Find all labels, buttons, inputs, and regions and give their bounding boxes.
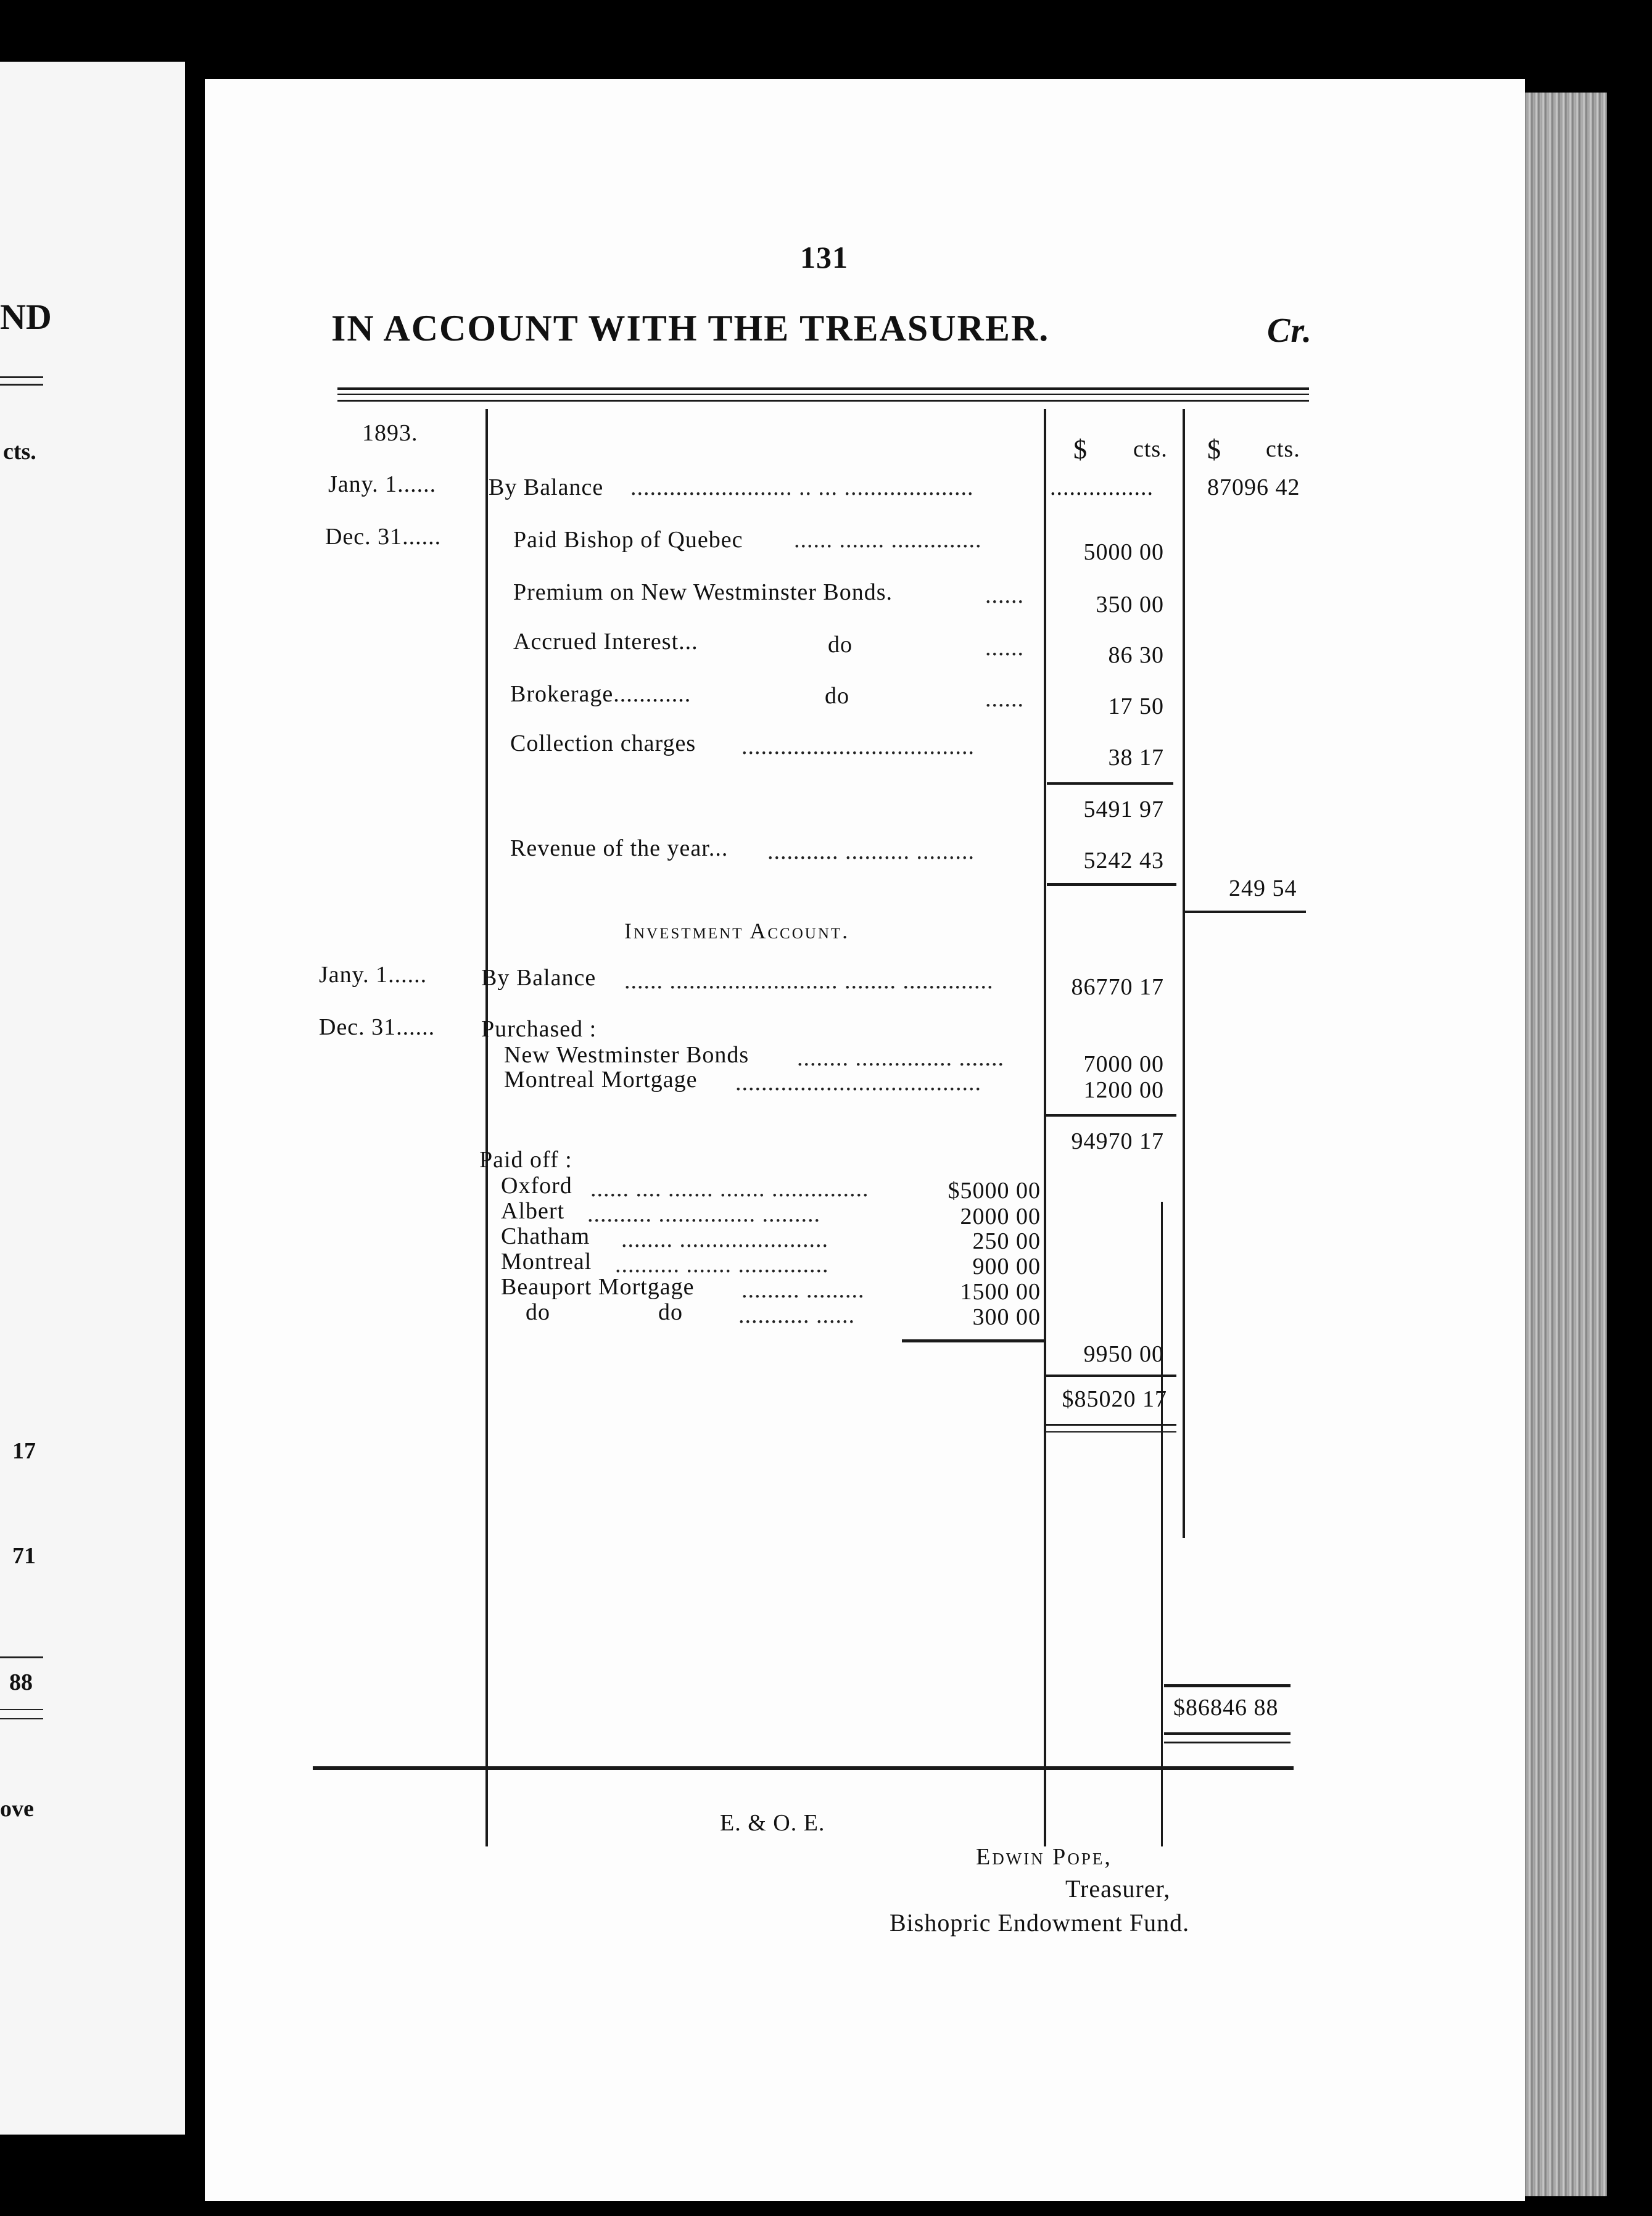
leader-dots: ...................................... xyxy=(735,1070,981,1096)
entry-amount: 17 50 xyxy=(1108,693,1164,719)
entry-description: Paid Bishop of Quebec xyxy=(513,527,743,553)
entry-description: Premium on New Westminster Bonds. xyxy=(513,579,893,605)
ledger-page xyxy=(205,79,1525,2201)
dollars-column-1: $ xyxy=(1073,434,1088,465)
subtotal-amount: 5491 97 xyxy=(1083,796,1164,822)
entry-amount: 5000 00 xyxy=(1083,539,1164,565)
grand-total-double-rule xyxy=(1164,1742,1291,1743)
header-rule xyxy=(337,394,1309,395)
purchase-total-rule xyxy=(1044,1114,1176,1117)
purchased-label: Purchased : xyxy=(481,1016,597,1042)
leader-dots: ...... ....... .............. xyxy=(794,527,982,553)
cents-column-2: cts. xyxy=(1266,436,1300,462)
leader-dots: ...... .... ....... ....... ............... xyxy=(590,1176,869,1202)
investment-heading: Investment Account. xyxy=(624,919,850,943)
signer-role: Treasurer, xyxy=(1065,1875,1171,1903)
left-page-cents-label: cts. xyxy=(3,439,36,465)
leader-dots: ...... .......................... ........ .............. xyxy=(624,968,994,994)
investment-net-double-rule xyxy=(1044,1431,1176,1433)
ditto-mark: do xyxy=(828,632,853,658)
leader-dots: ......................... .. ... .................... xyxy=(630,474,974,500)
entry-description: By Balance xyxy=(481,965,597,991)
header-rule xyxy=(337,387,1309,390)
date-column-rule xyxy=(485,409,488,1846)
dollars-column-2: $ xyxy=(1207,434,1221,465)
paid-off-amount: 250 00 xyxy=(972,1228,1041,1254)
investment-net-double-rule xyxy=(1044,1424,1176,1426)
header-rule xyxy=(337,400,1309,402)
left-page-fragment: ove xyxy=(0,1796,34,1822)
entry-date: Dec. 31...... xyxy=(319,1014,436,1040)
paid-off-description: do xyxy=(526,1299,550,1325)
entry-description: Brokerage............ xyxy=(510,681,692,707)
paid-off-total: 9950 00 xyxy=(1083,1341,1164,1367)
ditto-mark: do xyxy=(658,1299,683,1325)
leader-dots: ........ ....................... xyxy=(621,1226,828,1252)
grand-total-double-rule xyxy=(1164,1732,1291,1735)
revenue-rule xyxy=(1047,883,1176,886)
year-label: 1893. xyxy=(362,420,418,446)
leader-dots: .......... ....... .............. xyxy=(615,1252,829,1278)
paid-off-description: Albert xyxy=(501,1198,565,1224)
signer-name: Edwin Pope, xyxy=(976,1844,1112,1870)
revenue-amount: 5242 43 xyxy=(1083,848,1164,874)
entry-date: Dec. 31...... xyxy=(325,524,442,550)
grand-total-rule xyxy=(1164,1684,1291,1687)
total-column-rule xyxy=(1183,409,1185,1538)
ditto-mark: do xyxy=(825,683,849,709)
entry-description: Accrued Interest... xyxy=(513,629,698,655)
revenue-net-rule xyxy=(1183,911,1306,913)
entry-description: Collection charges xyxy=(510,730,696,756)
entry-description: By Balance xyxy=(489,474,604,500)
paid-off-amount: 1500 00 xyxy=(960,1279,1041,1305)
left-page-rule xyxy=(0,1656,43,1658)
paid-off-amount: 900 00 xyxy=(972,1254,1041,1280)
signer-organization: Bishopric Endowment Fund. xyxy=(890,1909,1190,1937)
entry-amount: 350 00 xyxy=(1096,592,1164,618)
subtotal-rule xyxy=(1047,782,1173,785)
entry-total: 87096 42 xyxy=(1207,474,1300,500)
paid-off-amount: 2000 00 xyxy=(960,1204,1041,1230)
paid-off-description: Oxford xyxy=(501,1173,572,1199)
entry-amount: 86 30 xyxy=(1108,642,1164,668)
investment-net: $85020 17 xyxy=(1062,1386,1167,1412)
leader-dots: ........... .......... ......... xyxy=(767,838,975,864)
total-column-rule-lower xyxy=(1161,1202,1163,1846)
left-page-rule xyxy=(0,376,43,378)
leader-dots: ......... ......... xyxy=(741,1277,865,1303)
entry-amount: 38 17 xyxy=(1108,745,1164,771)
entry-date: Jany. 1...... xyxy=(319,962,427,988)
revenue-description: Revenue of the year... xyxy=(510,835,729,861)
left-page-value: 71 xyxy=(12,1543,36,1569)
left-page-heading: ND xyxy=(0,297,52,337)
leader-dots: ........... ...... xyxy=(738,1302,855,1328)
investment-balance-amount: 86770 17 xyxy=(1071,974,1164,1000)
page-title: IN ACCOUNT WITH THE TREASURER. xyxy=(331,308,1050,349)
left-page-rule xyxy=(0,1709,43,1710)
left-page-rule xyxy=(0,384,43,386)
paid-off-amount: $5000 00 xyxy=(948,1178,1041,1204)
purchase-description: New Westminster Bonds xyxy=(504,1042,750,1068)
purchase-amount: 1200 00 xyxy=(1083,1077,1164,1103)
entry-amount: ................ xyxy=(1050,474,1154,500)
leader-dots: ...... xyxy=(985,582,1024,608)
purchase-total: 94970 17 xyxy=(1071,1128,1164,1154)
left-page-value: 88 xyxy=(9,1669,33,1695)
leader-dots: .................................... xyxy=(741,734,975,759)
paid-off-label: Paid off : xyxy=(479,1147,572,1173)
ledger-bottom-rule xyxy=(313,1766,1294,1770)
revenue-net: 249 54 xyxy=(1229,875,1297,901)
grand-total: $86846 88 xyxy=(1173,1695,1279,1721)
left-page-value: 17 xyxy=(12,1438,36,1464)
paid-off-amount: 300 00 xyxy=(972,1304,1041,1330)
page-edge-stack xyxy=(1521,93,1607,2196)
cents-column-1: cts. xyxy=(1133,436,1168,462)
leader-dots: .......... ............... ......... xyxy=(587,1201,820,1227)
leader-dots: ...... xyxy=(985,686,1024,712)
paid-off-description: Beauport Mortgage xyxy=(501,1274,695,1300)
purchase-amount: 7000 00 xyxy=(1083,1051,1164,1077)
investment-net-rule xyxy=(1044,1375,1176,1377)
paid-off-description: Montreal xyxy=(501,1249,592,1275)
left-page-rule xyxy=(0,1718,43,1719)
left-facing-page xyxy=(0,62,185,2135)
errors-omissions-note: E. & O. E. xyxy=(720,1810,825,1836)
leader-dots: ........ ............... ....... xyxy=(797,1045,1004,1071)
credit-side-label: Cr. xyxy=(1267,312,1313,350)
purchase-description: Montreal Mortgage xyxy=(504,1067,698,1093)
paid-off-description: Chatham xyxy=(501,1223,590,1249)
entry-date: Jany. 1...... xyxy=(328,471,437,497)
leader-dots: ...... xyxy=(985,635,1024,661)
page-number: 131 xyxy=(800,240,848,275)
paid-off-total-rule xyxy=(902,1339,1044,1342)
